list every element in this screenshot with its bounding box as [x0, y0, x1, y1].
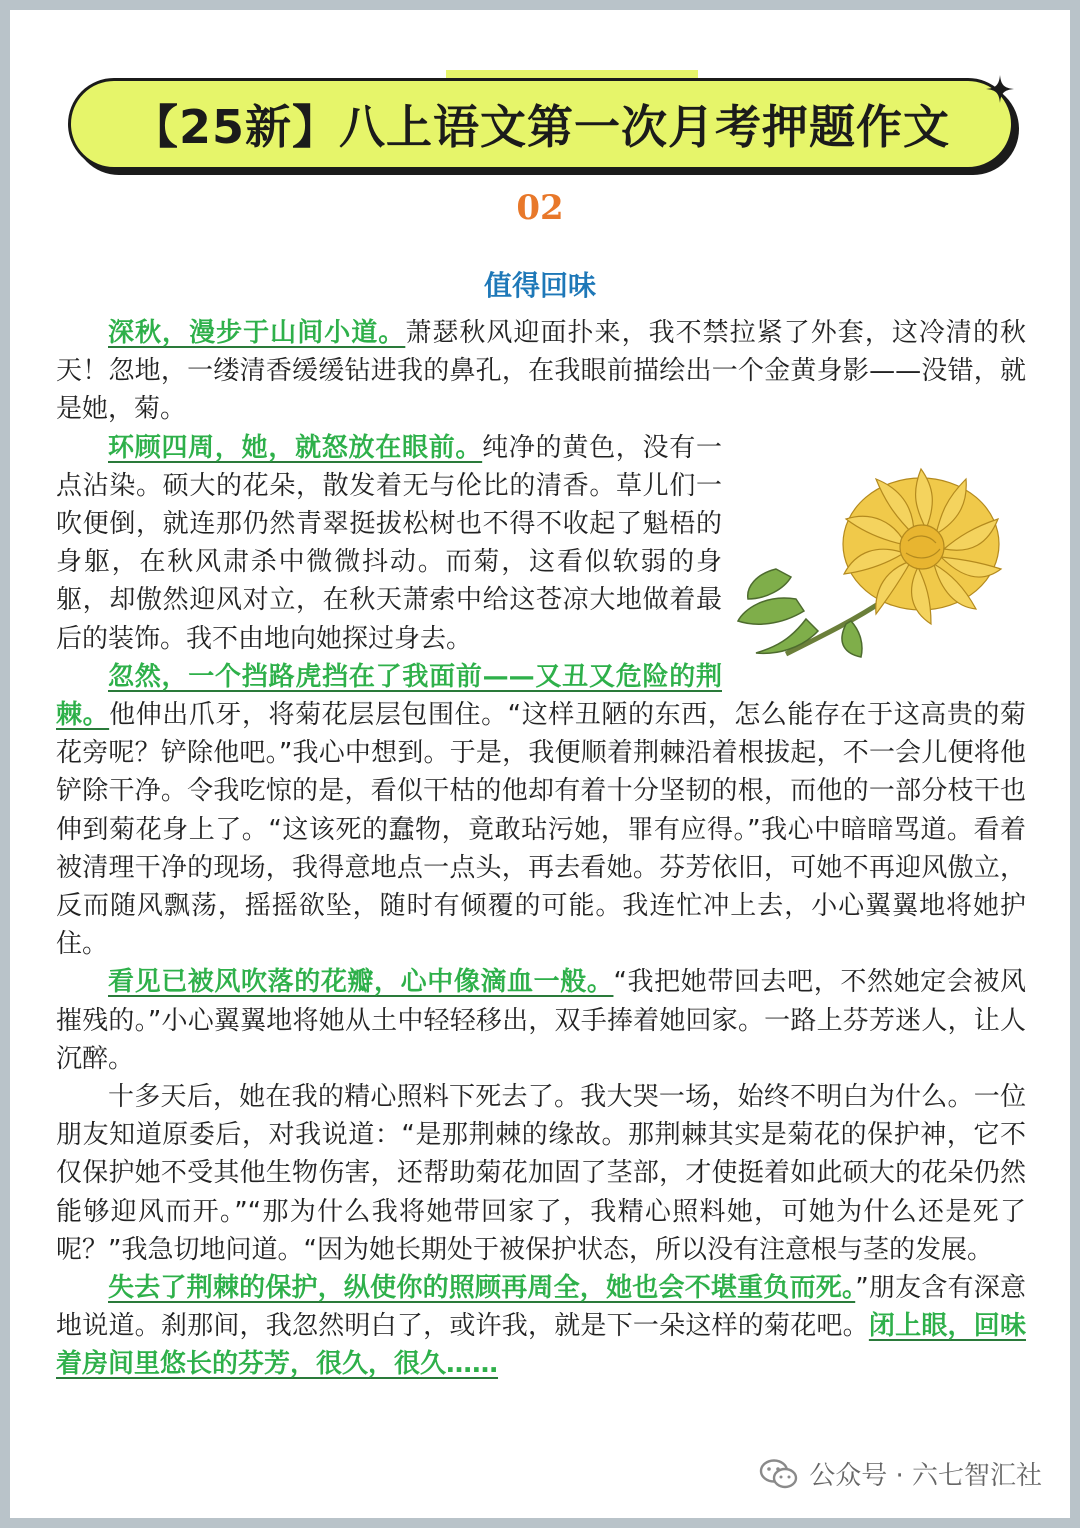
paragraph-text: 他伸出爪牙，将菊花层层包围住。“这样丑陋的东西，怎么能存在于这高贵的菊花旁呢？铲除他吧。”我心中想到。于是，我便顺着荆棘沿着根拔起，不一会儿便将他铲除干净。令我吃惊的是，看似干枯的他却有着十分坚韧的根，而他的一部分枝干也伸到菊花身上了。“这该死的蠢物，竟敢玷污她，罪有应得。”我心中暗暗骂道。看着被清理干净的现场，我得意地点一点头，再去看她。芬芳依旧，可她不再迎风傲立，反而随风飘荡，摇摇欲坠，随时有倾覆的可能。我连忙冲上去，小心翼翼地将她护住。 — [56, 700, 1026, 960]
essay-paragraph-3 — [56, 658, 1026, 964]
essay-paragraph-6 — [56, 1269, 1026, 1384]
key-sentence: 深秋，漫步于山间小道。 — [108, 318, 406, 348]
footer-text: 公众号 · 六七智汇社 — [809, 1461, 1042, 1491]
essay-paragraph-4 — [56, 963, 1026, 1078]
article-number: 02 — [516, 188, 564, 228]
key-sentence: 环顾四周，她，就怒放在眼前。 — [108, 432, 483, 463]
chrysanthemum-illustration — [736, 449, 1026, 659]
paragraph-text: “我把她带回去吧，不然她定会被风摧残的。”小心翼翼地将她从土中轻轻移出，双手捧着她回家。一路上芬芳迷人，让人沉醉。 — [56, 967, 1026, 1074]
title-banner — [68, 78, 1014, 170]
footer-source — [759, 1455, 1042, 1492]
key-sentence: 忽然，一个挡路虎挡在了我面前——又丑又危险的荆棘。 — [56, 661, 722, 731]
closing-sentence: 闭上眼，回味着房间里悠长的芬芳，很久，很久…… — [56, 1311, 1026, 1380]
essay-paragraph-5 — [56, 1078, 1026, 1269]
wechat-icon — [759, 1458, 799, 1490]
paragraph-text: 纯净的黄色，没有一点沾染。硕大的花朵，散发着无与伦比的清香。草儿们一吹便倒，就连那仍然青翠挺拔松树也不得不收起了魁梧的身躯，在秋风肃杀中微微抖动。而菊，这看似软弱的身躯，却傲然迎风对立，在秋天萧索中给这苍凉大地做着最后的装饰。我不由地向她探过身去。 — [56, 432, 722, 654]
page-title: 【25新】八上语文第一次月考押题作文 — [131, 100, 950, 154]
title-accent-bar — [446, 70, 698, 78]
title-pill — [68, 78, 1014, 170]
paragraph-text: ”朋友含有深意地说道。刹那间，我忽然明白了，或许我，就是下一朵这样的菊花吧。 — [56, 1273, 1026, 1342]
essay-paragraph-1 — [56, 314, 1026, 429]
essay-title: 值得回味 — [483, 269, 596, 302]
essay-body — [56, 314, 1026, 1384]
page — [10, 10, 1070, 1518]
key-sentence: 看见已被风吹落的花瓣，心中像滴血一般。 — [108, 967, 614, 998]
sparkle-icon — [985, 74, 1015, 104]
paragraph-text: 萧瑟秋风迎面扑来，我不禁拉紧了外套，这冷清的秋天！忽地，一缕清香缓缓钻进我的鼻孔，在我眼前描绘出一个金黄身影——没错，就是她，菊。 — [56, 318, 1026, 425]
key-sentence: 失去了荆棘的保护，纵使你的照顾再周全，她也会不堪重负而死。 — [108, 1273, 856, 1304]
paragraph-text: 十多天后，她在我的精心照料下死去了。我大哭一场，始终不明白为什么。一位朋友知道原委后，对我说道：“是那荆棘的缘故。那荆棘其实是菊花的保护神，它不仅保护她不受其他生物伤害，还帮助菊花加固了茎部，才使挺着如此硕大的花朵仍然能够迎风而开。”“那为什么我将她带回家了，我精心照料她，可她为什么还是死了呢？”我急切地问道。“因为她长期处于被保护状态，所以没有注意根与茎的发展。 — [56, 1082, 1026, 1265]
